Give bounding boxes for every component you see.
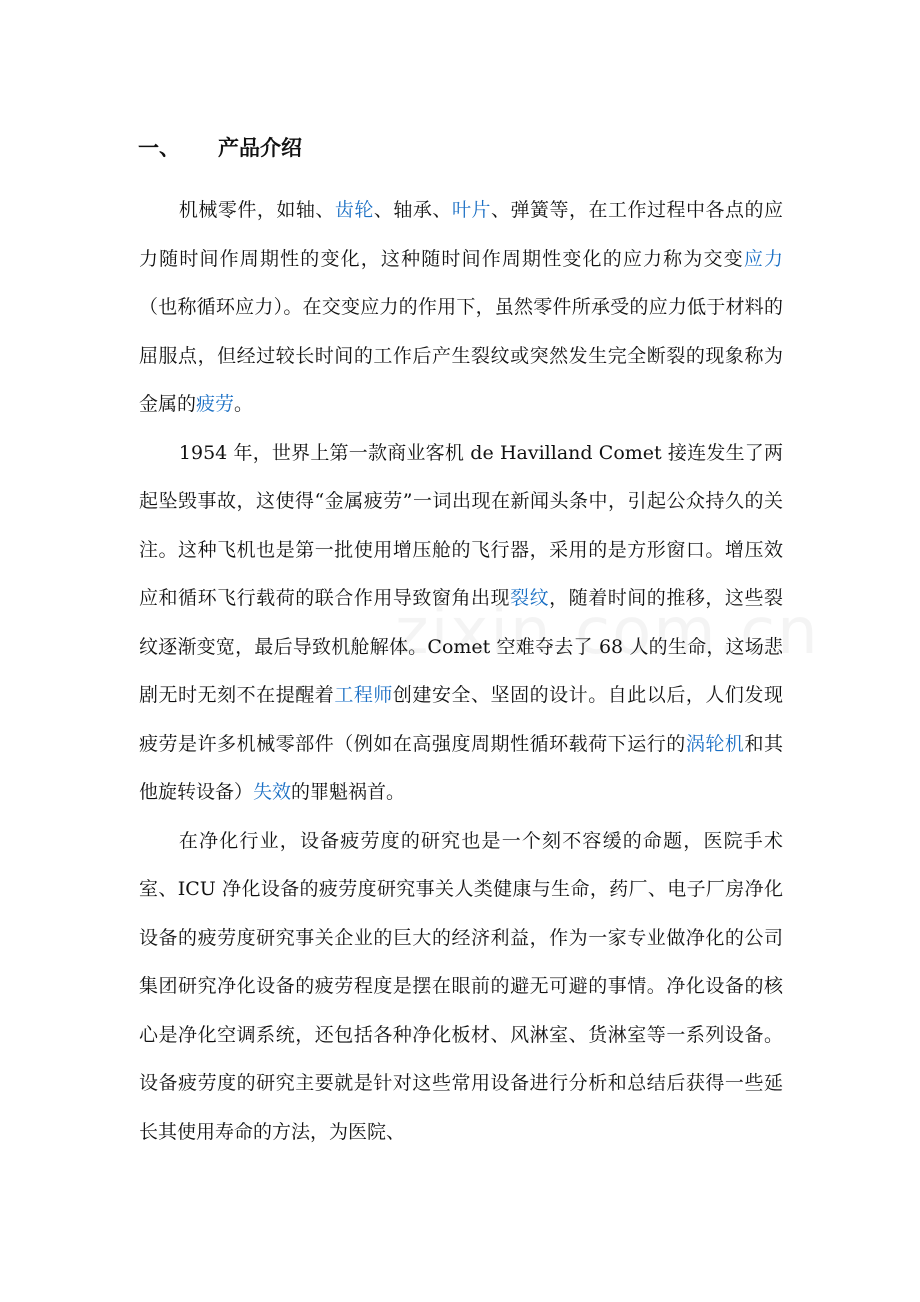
text-run: 、轴承、 xyxy=(373,199,452,221)
section-heading xyxy=(138,133,302,163)
link-blade[interactable]: 叶片 xyxy=(451,199,491,221)
link-gear[interactable]: 齿轮 xyxy=(334,199,374,221)
text-run: 机械零件，如轴、 xyxy=(178,199,335,221)
text-run: 1954 年，世界上第一款商业客机 de Havilland Comet 接连发生了两起坠毁事故，这使得“金属疲劳”一词出现在新闻头条中，引起公众持久的关注。这种飞机也是第一批使用增压舱的飞行器，采用的是方形窗口。增压效应和循环飞行载荷的联合作用导致窗角出现 xyxy=(139,441,783,609)
text-run: 、弹簧等，在工作过程中各点的应力随时间作周期性的变化，这种随时间作周期性变化的应力称为交变 xyxy=(139,199,783,270)
link-stress[interactable]: 应力 xyxy=(743,247,783,270)
text-run: ，随着时间的推移，这些裂纹逐渐变宽，最后导致机舱解体。Comet 空难夺去了 68 人的生命，这场悲剧无时无刻不在提醒着 xyxy=(139,587,783,706)
text-run: 在净化行业，设备疲劳度的研究也是一个刻不容缓的命题，医院手术室、ICU 净化设备的疲劳度研究事关人类健康与生命，药厂、电子厂房净化设备的疲劳度研究事关企业的巨大的经济利益，作为一家专业做净化的公司集团研究净化设备的疲劳程度是摆在眼前的避无可避的事情。净化设备的核心是净化空调系统，还包括各种净化板材、风淋室、货淋室等一系列设备。设备疲劳度的研究主要就是针对这些常用设备进行分析和总结后获得一些延长其使用寿命的方法，为医院、 xyxy=(139,829,783,1143)
section-title: 产品介绍 xyxy=(218,136,302,160)
paragraph-comet-history xyxy=(139,429,783,817)
document-body xyxy=(139,186,783,1156)
text-run: 和其他旋转设备） xyxy=(139,732,783,803)
text-run: 创建安全、坚固的设计。自此以后，人们发现疲劳是许多机械零部件（例如在高强度周期性循环载荷下运行的 xyxy=(139,684,783,755)
link-turbine[interactable]: 涡轮机 xyxy=(685,732,745,755)
text-run: 。 xyxy=(234,393,254,415)
paragraph-fatigue-definition xyxy=(139,186,783,429)
link-failure[interactable]: 失效 xyxy=(253,781,292,803)
text-run: 的罪魁祸首。 xyxy=(291,781,406,803)
section-number: 一、 xyxy=(138,136,180,160)
link-crack[interactable]: 裂纹 xyxy=(510,587,550,609)
link-engineer[interactable]: 工程师 xyxy=(334,684,393,706)
paragraph-purification-industry xyxy=(139,817,783,1157)
text-run: （也称循环应力）。在交变应力的作用下，虽然零件所承受的应力低于材料的屈服点，但经过较长时间的工作后产生裂纹或突然发生完全断裂的现象称为金属的 xyxy=(139,296,783,415)
link-fatigue[interactable]: 疲劳 xyxy=(196,393,235,415)
